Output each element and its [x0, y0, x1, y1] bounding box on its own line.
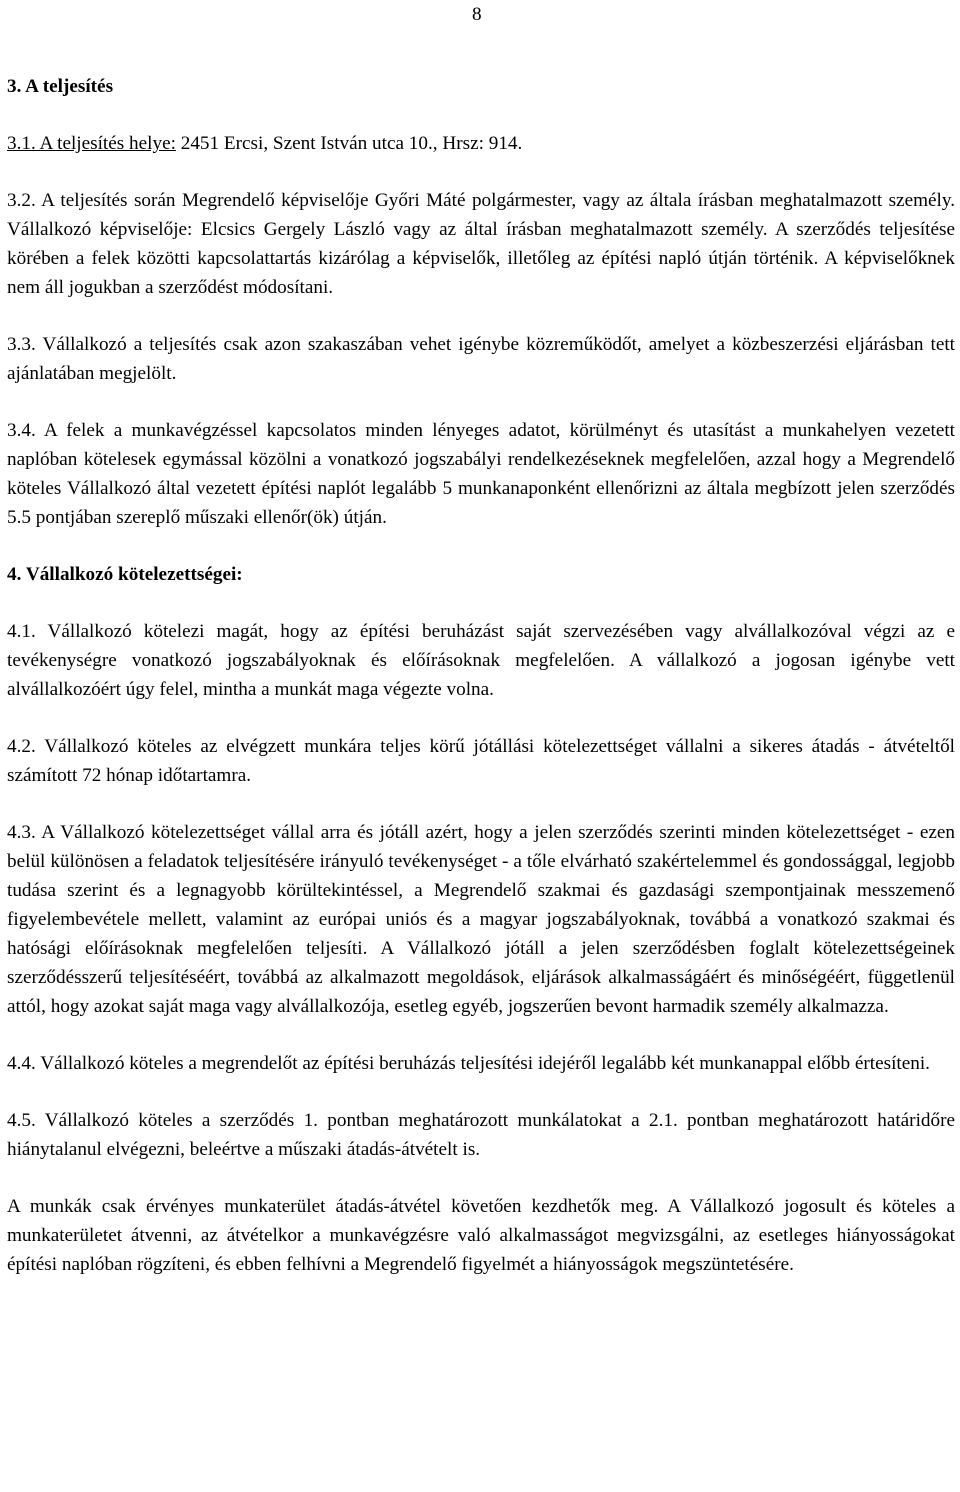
- paragraph-4-2: 4.2. Vállalkozó köteles az elvégzett munkára teljes körű jótállási kötelezettséget vállalni a sikeres átadás - átvételtől számított 72 hónap időtartamra.: [7, 736, 955, 786]
- paragraph-3-1: [7, 129, 955, 158]
- paragraph-3-2: 3.2. A teljesítés során Megrendelő képviselője Győri Máté polgármester, vagy az általa írásban meghatalmazott személy. Vállalkozó képviselője: Elcsics Gergely László vagy az által írásban meghatalmazott személy. A szerződés teljesítése körében a felek közötti kapcsolattartás kizárólag a képviselők, illetőleg az építési napló útján történik. A képviselőknek nem áll jogukban a szerződést módosítani.: [7, 190, 955, 298]
- document-body: [7, 72, 955, 1279]
- paragraph-4-1: 4.1. Vállalkozó kötelezi magát, hogy az építési beruházást saját szervezésében vagy alvállalkozóval végzi az e tevékenységre vonatkozó jogszabályoknak és előírásoknak megfelelően. A vállalkozó a jogosan igénybe vett alvállalkozóért úgy felel, mintha a munkát maga végezte volna.: [7, 621, 955, 700]
- section-4-heading: 4. Vállalkozó kötelezettségei:: [7, 564, 243, 585]
- paragraph-3-1-text: 2451 Ercsi, Szent István utca 10., Hrsz: 914.: [175, 133, 523, 154]
- paragraph-3-3: 3.3. Vállalkozó a teljesítés csak azon szakaszában vehet igénybe közreműködőt, amelyet a közbeszerzési eljárásban tett ajánlatában megjelölt.: [7, 334, 955, 384]
- paragraph-3-1-label: 3.1. A teljesítés helye:: [7, 133, 176, 154]
- paragraph-4-3: 4.3. A Vállalkozó kötelezettséget vállal arra és jótáll azért, hogy a jelen szerződés szerinti minden kötelezettséget - ezen belül különösen a feladatok teljesítésére irányuló tevékenységet - a tőle elvárható szakértelemmel és gondossággal, legjobb tudása szerint és a legnagyobb körültekintéssel, a Megrendelő szakmai és gazdasági szempontjainak messzemenő figyelembevétele mellett, valamint az európai uniós és a magyar jogszabályoknak, továbbá a vonatkozó szakmai és hatósági előírásoknak megfelelően teljesíti. A Vállalkozó jótáll a jelen szerződésben foglalt kötelezettségeinek szerződésszerű teljesítéséért, továbbá az alkalmazott megoldások, eljárások alkalmasságáért és minőségéért, függetlenül attól, hogy azokat saját maga vagy alvállalkozója, esetleg egyéb, jogszerűen bevont harmadik személy alkalmazza.: [7, 822, 955, 1017]
- paragraph-4-6: A munkák csak érvényes munkaterület átadás-átvétel követően kezdhetők meg. A Vállalkozó jogosult és köteles a munkaterületet átvenni, az átvételkor a munkavégzésre való alkalmasságot megvizsgálni, az esetleges hiányosságokat építési naplóban rögzíteni, és ebben felhívni a Megrendelő figyelmét a hiányosságok megszüntetésére.: [7, 1196, 955, 1275]
- section-3-heading: 3. A teljesítés: [7, 76, 114, 97]
- paragraph-4-4: 4.4. Vállalkozó köteles a megrendelőt az építési beruházás teljesítési idejéről legalább két munkanappal előbb értesíteni.: [7, 1053, 930, 1074]
- paragraph-4-5: 4.5. Vállalkozó köteles a szerződés 1. pontban meghatározott munkálatokat a 2.1. pontban meghatározott határidőre hiánytalanul elvégezni, beleértve a műszaki átadás-átvételt is.: [7, 1110, 955, 1160]
- paragraph-3-4: 3.4. A felek a munkavégzéssel kapcsolatos minden lényeges adatot, körülményt és utasítást a munkahelyen vezetett naplóban kötelesek egymással közölni a vonatkozó jogszabályi rendelkezéseknek megfelelően, azzal hogy a Megrendelő köteles Vállalkozó által vezetett építési naplót legalább 5 munkanaponként ellenőrizni az általa megbízott jelen szerződés 5.5 pontjában szereplő műszaki ellenőr(ök) útján.: [7, 420, 955, 528]
- page-number: 8: [472, 4, 482, 25]
